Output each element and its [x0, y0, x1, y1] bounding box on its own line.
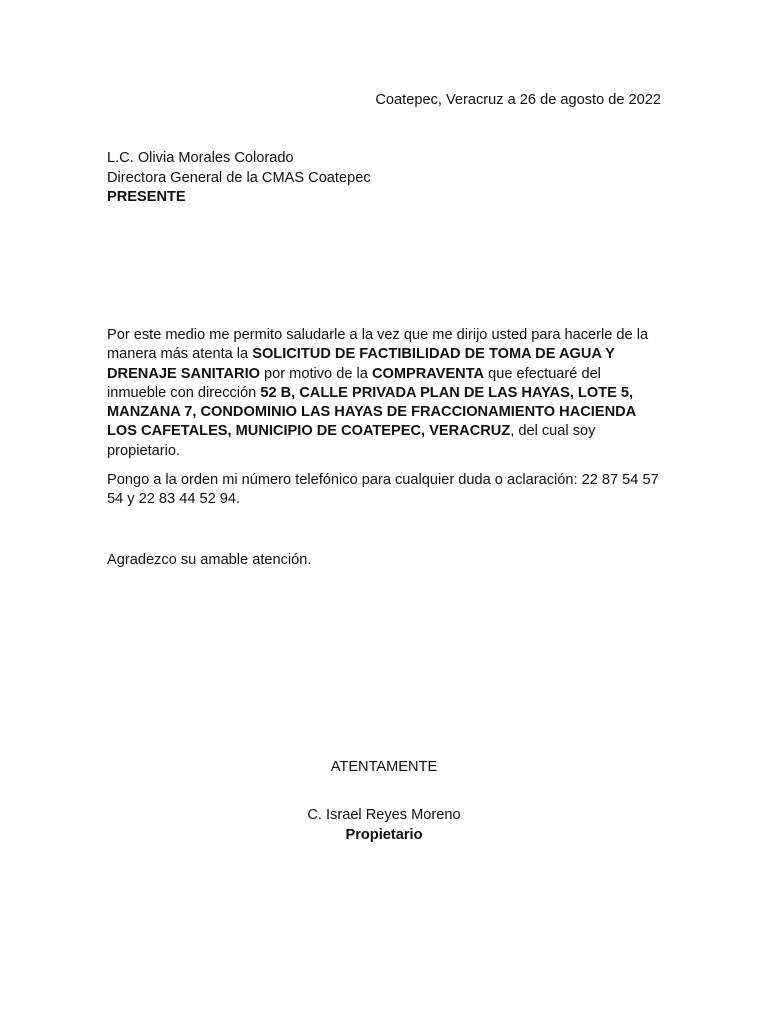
- recipient-name: L.C. Olivia Morales Colorado: [107, 150, 294, 166]
- request-text-3: que efectuaré del inmueble con dirección: [107, 365, 601, 401]
- signer-name: C. Israel Reyes Moreno: [307, 807, 461, 823]
- request-text-4: , del cual soy propietario.: [107, 423, 596, 459]
- valediction: ATENTAMENTE: [330, 759, 438, 775]
- salutation: PRESENTE: [107, 189, 186, 205]
- request-text-1: Por este medio me permito saludarle a la vez que me dirijo usted para hacerle de la manera más atenta la: [107, 327, 649, 363]
- contact-paragraph: Pongo a la orden mi número telefónico para cualquier duda o aclaración: 22 87 54 57 54 y 22 83 44 52 94.: [107, 472, 659, 508]
- thanks-line: Agradezco su amable atención.: [107, 552, 312, 568]
- signer-role: Propietario: [345, 827, 423, 843]
- request-subject: SOLICITUD DE FACTIBILIDAD DE TOMA DE AGUA Y DRENAJE SANITARIO: [107, 346, 615, 382]
- recipient-block: [107, 149, 371, 208]
- request-paragraph: [107, 326, 663, 461]
- letter-body: [107, 326, 663, 520]
- request-reason: COMPRAVENTA: [371, 365, 485, 382]
- request-text-2: por motivo de la: [259, 365, 372, 382]
- date-line: Coatepec, Veracruz a 26 de agosto de 2022: [375, 92, 661, 108]
- recipient-position: Directora General de la CMAS Coatepec: [107, 169, 371, 186]
- property-address: 52 B, CALLE PRIVADA PLAN DE LAS HAYAS, LOTE 5, MANZANA 7, CONDOMINIO LAS HAYAS DE FRACCIONAMIENTO HACIENDA LOS CAFETALES, MUNICIPIO DE COATEPEC, VERACRUZ: [107, 384, 636, 440]
